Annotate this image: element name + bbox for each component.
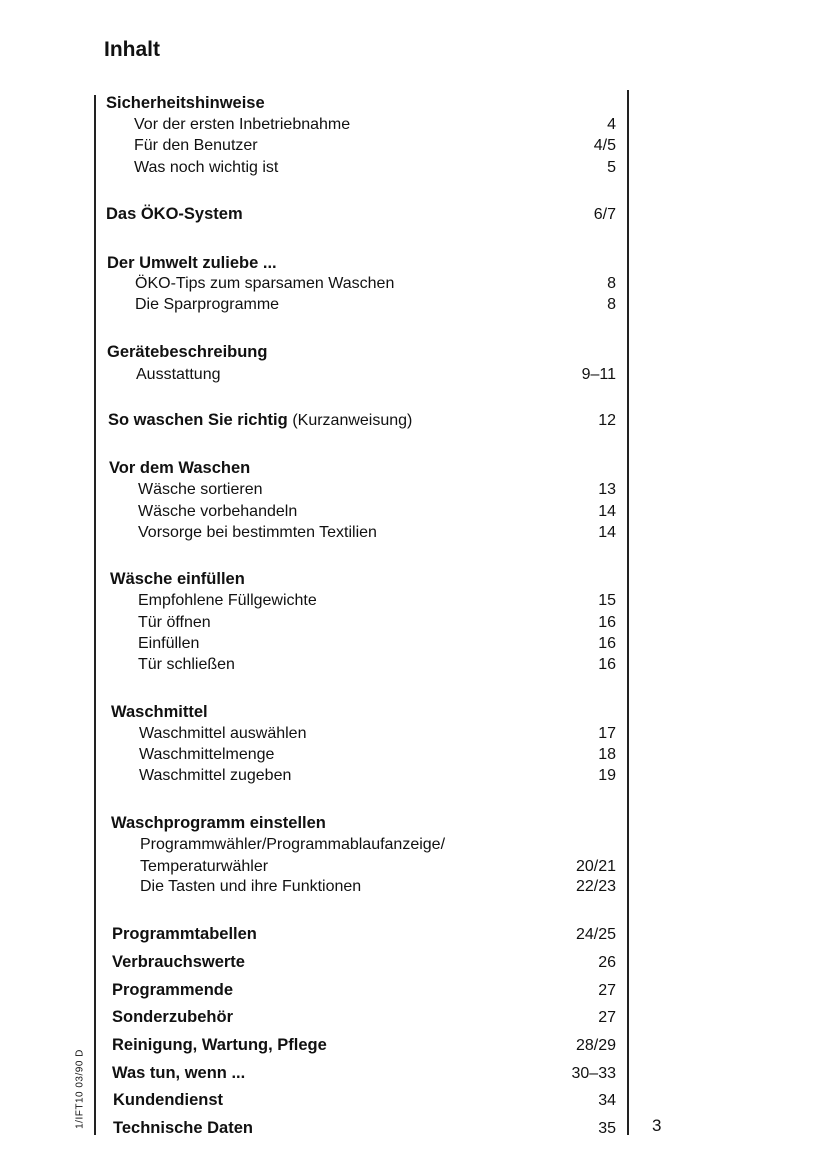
- section-heading-text: Was tun, wenn ...: [112, 1064, 246, 1082]
- toc-entry-text: Vor der ersten Inbetriebnahme: [134, 116, 351, 133]
- section-heading: [106, 204, 616, 225]
- section-heading-label: [106, 204, 243, 225]
- section-heading-text: Vor dem Waschen: [109, 459, 251, 477]
- page-ref: 14: [598, 503, 616, 520]
- toc-entry-label: [134, 135, 258, 156]
- toc-entry-label: [140, 834, 445, 855]
- section-heading-label: [110, 569, 245, 590]
- toc-entry-label: [138, 612, 211, 633]
- section-heading-text: Waschmittel: [111, 703, 208, 721]
- toc-entry-label: [134, 157, 278, 178]
- print-code: 1/IFT10 03/90 D: [74, 1049, 86, 1129]
- section-heading-text: Wäsche einfüllen: [110, 570, 245, 588]
- section-heading-label: [112, 980, 233, 1001]
- section-heading-text: Technische Daten: [113, 1119, 253, 1137]
- page-ref: 17: [598, 725, 616, 742]
- section-heading-text: Sicherheitshinweise: [106, 94, 265, 112]
- toc-entry-label: [139, 723, 306, 744]
- toc-entry-label: [138, 501, 297, 522]
- page-ref: 8: [607, 275, 616, 292]
- page-ref: 16: [598, 656, 616, 673]
- page-ref: 8: [607, 296, 616, 313]
- toc-entry-text: Temperaturwähler: [140, 858, 269, 875]
- toc-entry-label: [134, 114, 350, 135]
- toc-entry-text: Für den Benutzer: [134, 137, 258, 154]
- toc-entry-text: Programmwähler/Programmablaufanzeige/: [140, 836, 446, 853]
- toc-entry-label: [138, 522, 377, 543]
- page-ref: 27: [598, 1009, 616, 1026]
- section-heading: [106, 93, 616, 114]
- page-ref: 22/23: [575, 878, 616, 895]
- page-ref: 4: [607, 116, 616, 133]
- toc-entry: [136, 364, 616, 385]
- toc-entry-label: [135, 273, 394, 294]
- section-heading: [107, 342, 616, 363]
- toc-entry-text: Empfohlene Füllgewichte: [138, 592, 317, 609]
- page-ref: 9–11: [581, 366, 616, 383]
- page-ref: 27: [598, 982, 616, 999]
- toc-entry-label: [139, 765, 291, 786]
- section-heading-text: Gerätebeschreibung: [107, 343, 268, 361]
- page-ref: 12: [598, 412, 616, 429]
- toc-entry: [138, 612, 616, 633]
- toc-entry: [138, 479, 616, 500]
- section-heading: [109, 458, 616, 479]
- toc-entry: [139, 723, 616, 744]
- section-heading-label: [112, 924, 257, 945]
- section-heading-label: [112, 1007, 233, 1028]
- page-ref: 20/21: [575, 858, 616, 875]
- section-heading-label: [111, 813, 326, 834]
- toc-entry-label: [140, 876, 361, 897]
- section-heading: [113, 1118, 616, 1139]
- toc-entry: [140, 834, 616, 855]
- toc-entry: [140, 856, 616, 877]
- toc-entry: [135, 273, 616, 294]
- section-heading-text: Programmende: [112, 981, 234, 999]
- toc-entry: [134, 114, 616, 135]
- page-ref: 4/5: [593, 137, 616, 154]
- section-heading-text: Sonderzubehör: [112, 1008, 234, 1026]
- page-ref: 35: [598, 1120, 616, 1137]
- toc-entry-text: Tür schließen: [138, 656, 235, 673]
- page-ref: 24/25: [575, 926, 616, 943]
- section-heading-label: [112, 1035, 327, 1056]
- toc-entry-label: [138, 633, 199, 654]
- section-heading-text: Das ÖKO-System: [106, 205, 243, 223]
- section-heading: [107, 253, 616, 274]
- page-ref: 16: [598, 635, 616, 652]
- toc-entry-label: [139, 744, 274, 765]
- section-heading-text: So waschen Sie richtig: [108, 411, 288, 429]
- section-heading-label: [113, 1090, 223, 1111]
- section-heading-label: [111, 702, 208, 723]
- toc-entry: [138, 522, 616, 543]
- page-number: 3: [652, 1116, 662, 1135]
- toc-entry-label: [140, 856, 268, 877]
- section-heading: [112, 952, 616, 973]
- page-ref: 5: [607, 159, 616, 176]
- section-heading-label: [112, 952, 245, 973]
- toc-entry-text: Tür öffnen: [138, 614, 211, 631]
- section-heading: [112, 1063, 616, 1084]
- section-heading-text: Waschprogramm einstellen: [111, 814, 326, 832]
- toc-entry: [140, 876, 616, 897]
- page-ref: 18: [598, 746, 616, 763]
- left-margin-rule: [94, 95, 96, 1135]
- page-ref: 28/29: [575, 1037, 616, 1054]
- section-heading: [113, 1090, 616, 1111]
- toc-entry-label: [138, 654, 235, 675]
- toc-entry: [135, 294, 616, 315]
- section-heading: [112, 1007, 616, 1028]
- page-ref: 26: [598, 954, 616, 971]
- toc-entry: [134, 135, 616, 156]
- toc-entry-text: Waschmittelmenge: [139, 746, 275, 763]
- toc-entry-text: Die Sparprogramme: [135, 296, 280, 313]
- toc-entry: [134, 157, 616, 178]
- section-heading-label: [108, 410, 412, 431]
- page-ref: 6/7: [593, 206, 616, 223]
- section-heading: [112, 1035, 616, 1056]
- section-heading-label: [107, 342, 267, 363]
- toc-entry-label: [138, 590, 317, 611]
- toc-entry-label: [135, 294, 279, 315]
- section-heading-label: [107, 253, 277, 274]
- section-heading-text: Der Umwelt zuliebe ...: [107, 254, 277, 272]
- page-ref: 14: [598, 524, 616, 541]
- section-heading-label: [112, 1063, 245, 1084]
- section-heading: [111, 813, 616, 834]
- toc-entry: [138, 501, 616, 522]
- toc-entry-label: [138, 479, 263, 500]
- section-heading-label: [113, 1118, 253, 1139]
- section-heading: [112, 980, 616, 1001]
- section-heading: [108, 410, 616, 431]
- toc-entry-label: [136, 364, 221, 385]
- page-ref: 16: [598, 614, 616, 631]
- page-ref: 34: [598, 1092, 616, 1109]
- page-ref: 15: [598, 592, 616, 609]
- section-heading-text: Kundendienst: [113, 1091, 223, 1109]
- toc-entry: [139, 744, 616, 765]
- toc-entry-text: Waschmittel zugeben: [139, 767, 292, 784]
- page-ref: 19: [598, 767, 616, 784]
- toc-entry: [139, 765, 616, 786]
- toc-entry-text: Die Tasten und ihre Funktionen: [140, 878, 362, 895]
- toc-entry-text: Einfüllen: [138, 635, 200, 652]
- section-heading-text: Reinigung, Wartung, Pflege: [112, 1036, 327, 1054]
- toc-entry-text: Wäsche sortieren: [138, 481, 263, 498]
- toc-entry-text: Wäsche vorbehandeln: [138, 503, 298, 520]
- section-heading: [110, 569, 616, 590]
- section-heading-text: Verbrauchswerte: [112, 953, 245, 971]
- right-margin-rule: [627, 90, 629, 1135]
- page-title: Inhalt: [104, 38, 160, 61]
- toc-entry: [138, 590, 616, 611]
- toc-entry-text: Vorsorge bei bestimmten Textilien: [138, 524, 377, 541]
- toc-entry-text: ÖKO-Tips zum sparsamen Waschen: [135, 275, 395, 292]
- toc-entry-text: Was noch wichtig ist: [134, 159, 279, 176]
- section-heading-text: Programmtabellen: [112, 925, 257, 943]
- toc-entry: [138, 633, 616, 654]
- section-heading-label: [106, 93, 265, 114]
- page-ref: 30–33: [571, 1065, 616, 1082]
- toc-entry-text: Waschmittel auswählen: [139, 725, 307, 742]
- section-heading: [112, 924, 616, 945]
- heading-note: (Kurzanweisung): [292, 412, 413, 429]
- toc-entry: [138, 654, 616, 675]
- section-heading: [111, 702, 616, 723]
- section-heading-label: [109, 458, 250, 479]
- toc-entry-text: Ausstattung: [136, 366, 221, 383]
- page-ref: 13: [598, 481, 616, 498]
